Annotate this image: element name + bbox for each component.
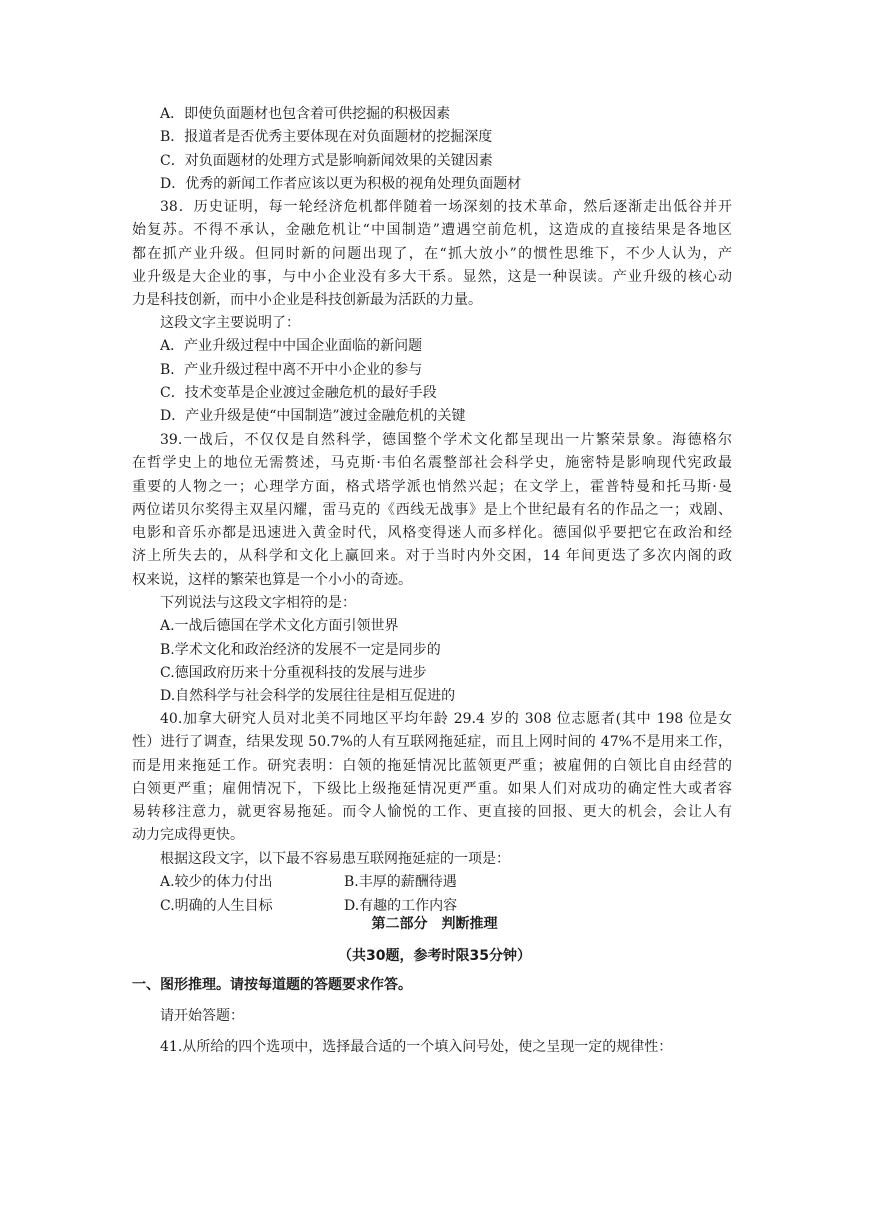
q40-question: 根据这段文字，以下最不容易患互联网拖延症的一项是： [160,851,510,867]
q39-line-4: 两位诺贝尔奖得主双星闪耀，雷马克的《西线无战事》是上个世纪最有名的作品之一；戏剧、 [132,501,732,518]
q39-passage [132,429,732,592]
q41-prompt: 41.从所给的四个选项中，选择最合适的一个填入问号处，使之呈现一定的规律性： [160,1039,673,1055]
part2-title: 第二部分 判断推理 [371,916,498,932]
q39-line-6: 济上所失去的，从科学和文化上赢回来。对于当时内外交困，14 年间更迭了多次内阁的政 [132,548,732,565]
q38-line-3: 都在抓产业升级。但同时新的问题出现了，在“抓大放小”的惯性思维下，不少人认为，产 [132,245,732,262]
q40-option-b: B.丰厚的薪酬待遇 [344,874,457,891]
q39-option-b: B.学术文化和政治经济的发展不一定是同步的 [160,641,441,658]
q40-line-4: 白领更严重；雇佣情况下，下级比上级拖延情况更严重。如果人们对成功的确定性大或者容 [132,780,732,797]
q40-line-6: 动力完成得更快。 [132,827,244,844]
q40-line-5: 易转移注意力，就更容易拖延。而令人愉悦的工作、更直接的回报、更大的机会，会让人有 [132,804,732,821]
q37-options [160,103,760,196]
q39-line-3: 重要的人物之一；心理学方面，格式塔学派也悄然兴起；在文学上，霍普特曼和托马斯·曼 [132,478,732,495]
start-instruction: 请开始答题： [160,1008,244,1024]
q40-line-3: 而是用来拖延工作。研究表明：白领的拖延情况比蓝领更严重；被雇佣的白领比自由经营的 [132,757,732,774]
q38-question: 这段文字主要说明了： [160,315,300,331]
q38-option-d: D．产业升级是使“中国制造”渡过金融危机的关键 [160,408,466,425]
q38-question-block [160,312,760,428]
q39-question-block [160,592,760,708]
q38-option-c: C．技术变革是企业渡过金融危机的最好手段 [160,384,437,401]
q40-line-1: 40.加拿大研究人员对北美不同地区平均年龄 29.4 岁的 308 位志愿者(其中 198 位是女 [160,711,732,727]
section-heading-figure-reasoning: 一、图形推理。请按每道题的答题要求作答。 [132,977,412,993]
q40-option-a: A.较少的体力付出 [160,874,273,891]
q39-question: 下列说法与这段文字相符的是： [160,595,356,611]
q38-option-a: A．产业升级过程中中国企业面临的新问题 [160,338,423,355]
q40-options-row-1 [160,871,760,894]
q37-option-c: C．对负面题材的处理方式是影响新闻效果的关键因素 [160,152,493,169]
q40-question-block [160,848,760,918]
q39-line-2: 在哲学史上的地位无需赘述，马克斯·韦伯名震整部社会科学史，施密特是影响现代宪政最 [132,455,732,472]
q38-passage [132,196,732,312]
part2-subtitle: （共30题，参考时限35分钟） [338,948,531,964]
q38-line-1: 38．历史证明，每一轮经济危机都伴随着一场深刻的技术革命，然后逐渐走出低谷并开 [160,199,732,215]
q40-option-d: D.有趣的工作内容 [344,897,458,914]
q37-option-a: A．即使负面题材也包含着可供挖掘的积极因素 [160,106,451,122]
q38-option-b: B．产业升级过程中离不开中小企业的参与 [160,361,423,378]
q39-option-d: D.自然科学与社会科学的发展往往是相互促进的 [160,688,456,705]
q40-passage [132,708,732,848]
q38-line-4: 业升级是大企业的事，与中小企业没有多大干系。显然，这是一种误读。产业升级的核心动 [132,268,732,285]
q38-line-5: 力是科技创新，而中小企业是科技创新最为活跃的力量。 [132,292,482,309]
q40-line-2: 性）进行了调查，结果发现 50.7%的人有互联网拖延症，而且上网时间的 47%不是用来工作， [132,734,732,751]
q39-line-7: 权来说，这样的繁荣也算是一个小小的奇迹。 [132,571,412,588]
q38-line-2: 始复苏。不得不承认，金融危机让“中国制造”遭遇空前危机，这造成的直接结果是各地区 [132,222,732,239]
q37-option-d: D．优秀的新闻工作者应该以更为积极的视角处理负面题材 [160,175,522,192]
q40-option-c: C.明确的人生目标 [160,897,273,914]
q39-option-c: C.德国政府历来十分重视科技的发展与进步 [160,664,427,681]
q37-option-b: B．报道者是否优秀主要体现在对负面题材的挖掘深度 [160,129,493,146]
q39-option-a: A.一战后德国在学术文化方面引领世界 [160,618,399,635]
q39-line-5: 电影和音乐亦都是迅速进入黄金时代，风格变得迷人而多样化。德国似乎要把它在政治和经 [132,525,732,542]
q39-line-1: 39.一战后，不仅仅是自然科学，德国整个学术文化都呈现出一片繁荣景象。海德格尔 [160,432,732,448]
